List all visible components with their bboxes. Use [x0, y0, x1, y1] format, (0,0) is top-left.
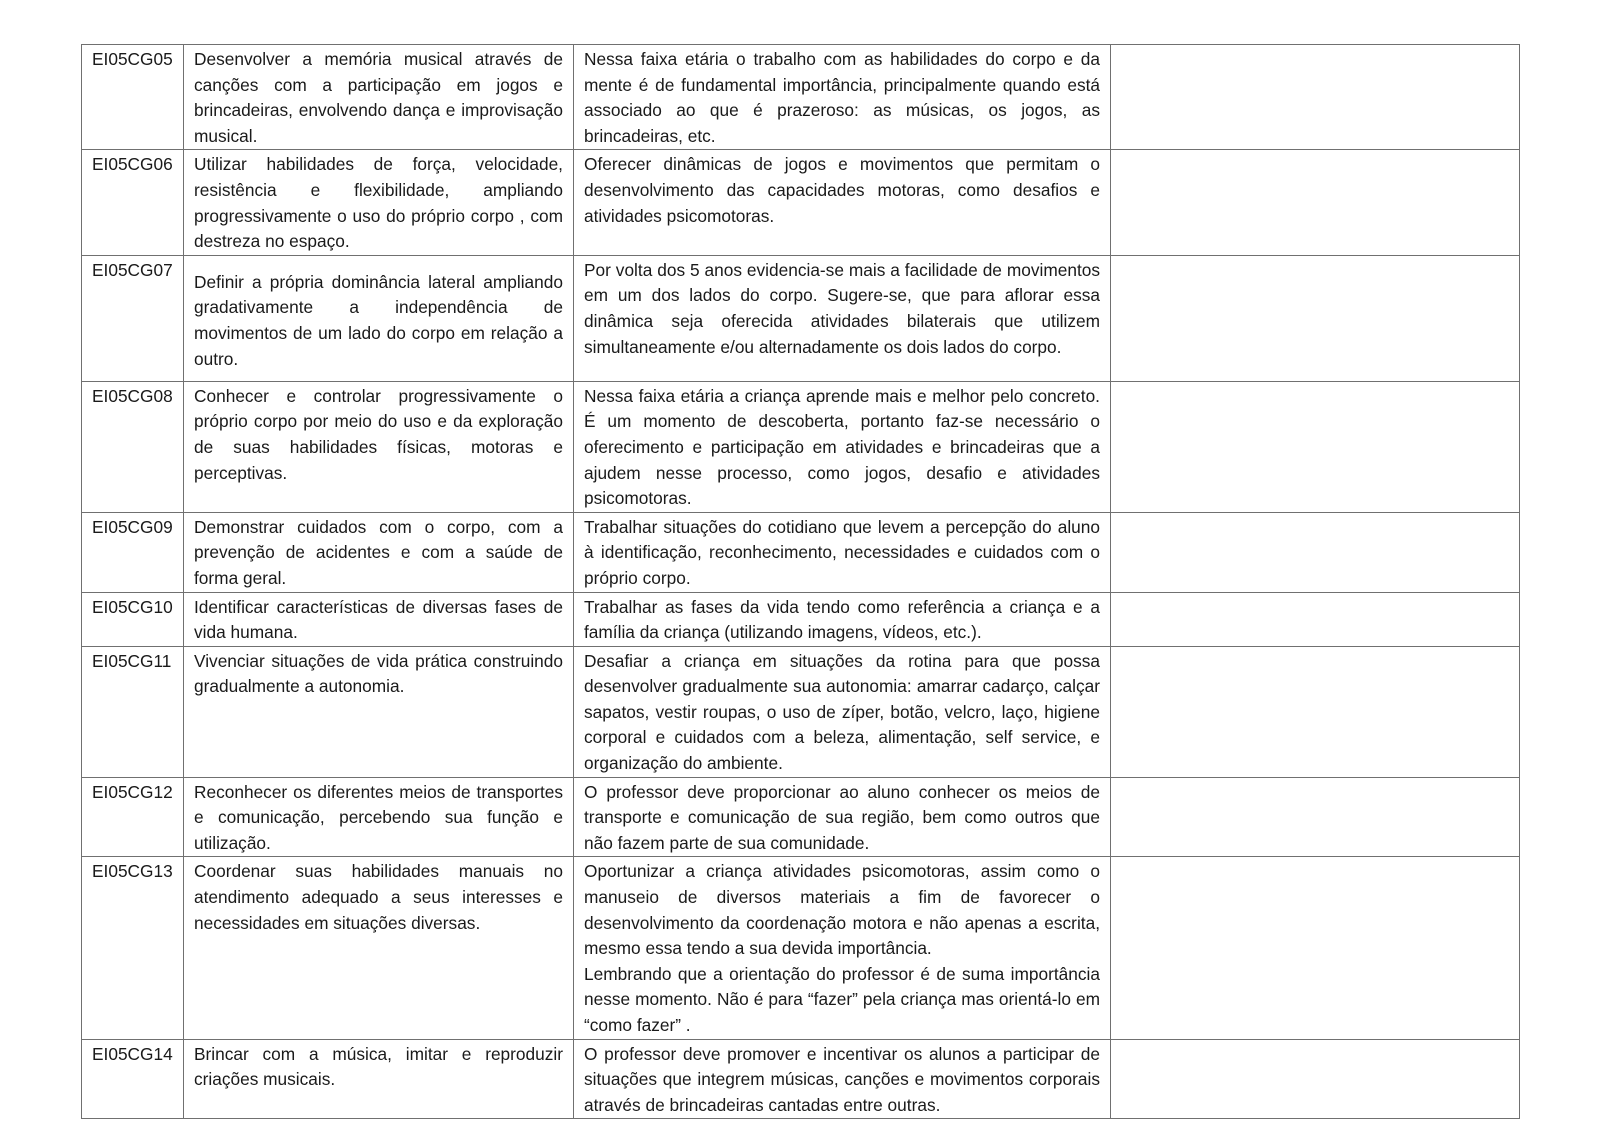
skill-code-cell: EI05CG09 [82, 512, 184, 592]
guidance-paragraph: Desafiar a criança em situações da rotina para que possa desenvolver gradualmente sua autonomia: amarrar cadarço, calçar sapatos, vestir roupas, o uso de zíper, botão, velcro, laço, higiene corporal e cuidados com a beleza, alimentação, self service, e organização do ambiente. [584, 650, 1100, 774]
notes-cell [1111, 381, 1520, 512]
table-row [82, 381, 1520, 512]
skill-code-cell: EI05CG06 [82, 150, 184, 255]
guidance-paragraph: Nessa faixa etária o trabalho com as habilidades do corpo e da mente é de fundamental importância, principalmente quando está associado ao que é prazeroso: as músicas, os jogos, as brincadeiras, etc. [584, 49, 1100, 146]
guidance-paragraph: Oferecer dinâmicas de jogos e movimentos que permitam o desenvolvimento das capacidades motoras, como desafios e atividades psicomotoras. [584, 154, 1100, 226]
skill-code-cell: EI05CG08 [82, 381, 184, 512]
table-body [82, 45, 1520, 1119]
notes-cell [1111, 857, 1520, 1039]
curriculum-table [81, 44, 1520, 1119]
notes-cell [1111, 646, 1520, 777]
guidance-cell [574, 646, 1111, 777]
table-row [82, 592, 1520, 646]
skill-code-cell: EI05CG10 [82, 592, 184, 646]
table-row [82, 512, 1520, 592]
table-row [82, 150, 1520, 255]
objective-cell: Identificar características de diversas fases de vida humana. [184, 592, 574, 646]
notes-cell [1111, 255, 1520, 381]
objective-cell: Conhecer e controlar progressivamente o próprio corpo por meio do uso e da exploração de suas habilidades físicas, motoras e perceptivas. [184, 381, 574, 512]
guidance-paragraph: O professor deve proporcionar ao aluno conhecer os meios de transporte e comunicação de sua região, bem como outros que não fazem parte de sua comunidade. [584, 781, 1100, 853]
skill-code-cell: EI05CG11 [82, 646, 184, 777]
skill-code-cell: EI05CG12 [82, 777, 184, 857]
table-row [82, 255, 1520, 381]
objective-cell: Utilizar habilidades de força, velocidade, resistência e flexibilidade, ampliando progressivamente o uso do próprio corpo , com destreza no espaço. [184, 150, 574, 255]
table-row [82, 1039, 1520, 1119]
guidance-paragraph: O professor deve promover e incentivar os alunos a participar de situações que integrem músicas, canções e movimentos corporais através de brincadeiras cantadas entre outras. [584, 1043, 1100, 1115]
objective-cell: Definir a própria dominância lateral ampliando gradativamente a independência de movimentos de um lado do corpo em relação a outro. [184, 255, 574, 381]
objective-cell: Vivenciar situações de vida prática construindo gradualmente a autonomia. [184, 646, 574, 777]
guidance-cell [574, 592, 1111, 646]
notes-cell [1111, 592, 1520, 646]
guidance-paragraph: Oportunizar a criança atividades psicomotoras, assim como o manuseio de diversos materiais a fim de favorecer o desenvolvimento da coordenação motora e não apenas a escrita, mesmo essa tendo a sua devida importância. [584, 861, 1100, 959]
skill-code-cell: EI05CG14 [82, 1039, 184, 1119]
guidance-paragraph: Trabalhar situações do cotidiano que levem a percepção do aluno à identificação, reconhecimento, necessidades e cuidados com o próprio corpo. [584, 516, 1100, 588]
guidance-paragraph: Lembrando que a orientação do professor é de suma importância nesse momento. Não é para “fazer” pela criança mas orientá-lo em “como fazer” . [584, 963, 1100, 1035]
notes-cell [1111, 777, 1520, 857]
guidance-cell [574, 255, 1111, 381]
guidance-cell [574, 45, 1111, 150]
guidance-cell [574, 512, 1111, 592]
objective-cell: Demonstrar cuidados com o corpo, com a prevenção de acidentes e com a saúde de forma geral. [184, 512, 574, 592]
guidance-paragraph: Nessa faixa etária a criança aprende mais e melhor pelo concreto. É um momento de descoberta, portanto faz-se necessário o oferecimento e participação em atividades e brincadeiras que a ajudem nesse processo, como jogos, desafio e atividades psicomotoras. [584, 385, 1100, 509]
notes-cell [1111, 45, 1520, 150]
guidance-paragraph: Trabalhar as fases da vida tendo como referência a criança e a família da criança (utilizando imagens, vídeos, etc.). [584, 596, 1100, 643]
guidance-cell [574, 381, 1111, 512]
guidance-cell [574, 150, 1111, 255]
objective-cell: Reconhecer os diferentes meios de transportes e comunicação, percebendo sua função e utilização. [184, 777, 574, 857]
notes-cell [1111, 512, 1520, 592]
skill-code-cell: EI05CG05 [82, 45, 184, 150]
objective-cell: Brincar com a música, imitar e reproduzir criações musicais. [184, 1039, 574, 1119]
objective-cell: Coordenar suas habilidades manuais no atendimento adequado a seus interesses e necessidades em situações diversas. [184, 857, 574, 1039]
guidance-cell [574, 777, 1111, 857]
table-row [82, 45, 1520, 150]
guidance-cell [574, 1039, 1111, 1119]
table-row [82, 777, 1520, 857]
objective-cell: Desenvolver a memória musical através de canções com a participação em jogos e brincadeiras, envolvendo dança e improvisação musical. [184, 45, 574, 150]
notes-cell [1111, 1039, 1520, 1119]
guidance-cell [574, 857, 1111, 1039]
table-row [82, 857, 1520, 1039]
guidance-paragraph: Por volta dos 5 anos evidencia-se mais a facilidade de movimentos em um dos lados do corpo. Sugere-se, que para aflorar essa dinâmica seja oferecida atividades bilaterais que utilizem simultaneamente e/ou alternadamente os dois lados do corpo. [584, 259, 1100, 357]
table-row [82, 646, 1520, 777]
notes-cell [1111, 150, 1520, 255]
skill-code-cell: EI05CG07 [82, 255, 184, 381]
skill-code-cell: EI05CG13 [82, 857, 184, 1039]
